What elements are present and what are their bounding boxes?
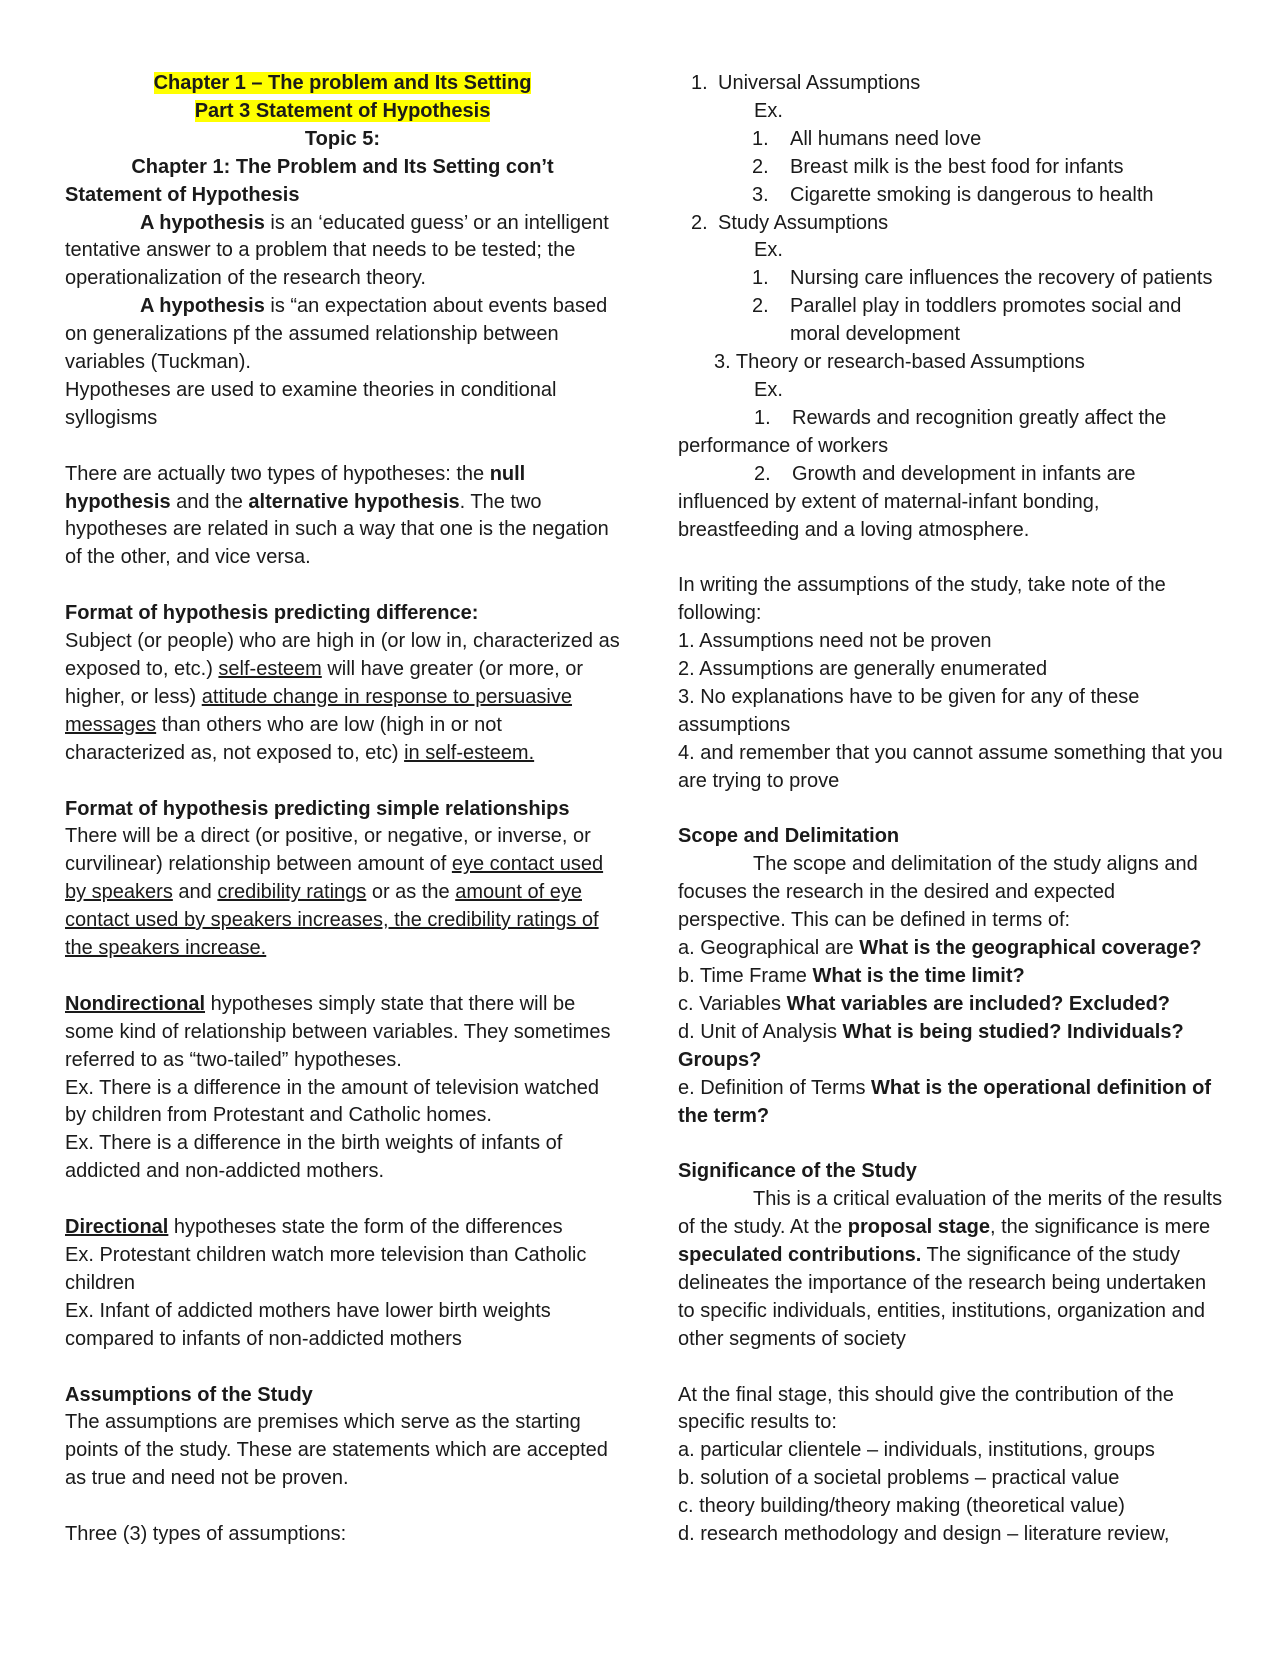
- final-stage-item: c. theory building/theory making (theoretical value): [678, 1495, 1125, 1518]
- list-item: 1. Nursing care influences the recovery of patients: [752, 267, 1213, 290]
- syllogism-paragraph: Hypotheses are used to examine theories in conditional syllogisms: [65, 378, 557, 429]
- right-column: [678, 70, 1223, 1549]
- scope-heading: Scope and Delimitation: [678, 825, 900, 848]
- scope-item: c. Variables What variables are included? Excluded?: [678, 992, 1171, 1015]
- difference-format-heading: Format of hypothesis predicting difference:: [65, 602, 479, 625]
- relationship-format-heading: Format of hypothesis predicting simple relationships: [65, 797, 570, 820]
- scope-item: e. Definition of Terms What is the operational definition of the term?: [678, 1076, 1212, 1127]
- statement-of-hypothesis-heading: Statement of Hypothesis: [65, 183, 300, 206]
- nondirectional-example-1: Ex. There is a difference in the amount of television watched by children from Protestant and Catholic homes.: [65, 1076, 600, 1127]
- hypothesis-definition-2: A hypothesis is “an expectation about events based on generalizations pf the assumed relationship between variables (Tuckman).: [65, 295, 608, 374]
- writing-rule: 4. and remember that you cannot assume something that you are trying to prove: [678, 741, 1223, 792]
- example-label: Ex.: [754, 378, 783, 401]
- nondirectional-paragraph: Nondirectional hypotheses simply state that there will be some kind of relationship between variables. They sometimes referred to as “two-tailed” hypotheses.: [65, 992, 611, 1071]
- final-stage-item: d. research methodology and design – literature review,: [678, 1523, 1170, 1546]
- assumption-types-intro: Three (3) types of assumptions:: [65, 1523, 347, 1546]
- topic-label: Topic 5:: [304, 127, 381, 150]
- theory-assumptions-item: 3. Theory or research-based Assumptions: [714, 351, 1085, 374]
- chapter-title: Chapter 1 – The problem and Its Setting: [153, 72, 532, 94]
- nondirectional-example-2: Ex. There is a difference in the birth weights of infants of addicted and non-addicted mothers.: [65, 1132, 563, 1183]
- list-item: 3. Cigarette smoking is dangerous to health: [752, 183, 1154, 206]
- scope-paragraph: The scope and delimitation of the study aligns and focuses the research in the desired and expected perspective. This can be defined in terms of:: [678, 853, 1198, 932]
- assumptions-heading: Assumptions of the Study: [65, 1383, 313, 1406]
- list-item-continuation: performance of workers: [678, 434, 889, 457]
- left-column: [65, 70, 620, 1549]
- universal-assumptions-item: 1. Universal Assumptions: [691, 72, 921, 94]
- scope-item: b. Time Frame What is the time limit?: [678, 964, 1025, 987]
- significance-paragraph: This is a critical evaluation of the merits of the results of the study. At the proposal stage, the significance is mere speculated contributions. The significance of the study delineates the importance of the research being undertaken to specific individuals, entities, institutions, organization and other segments of society: [678, 1188, 1223, 1350]
- writing-rule: 1. Assumptions need not be proven: [678, 630, 992, 653]
- writing-rule: 3. No explanations have to be given for any of these assumptions: [678, 685, 1140, 736]
- final-stage-item: a. particular clientele – individuals, institutions, groups: [678, 1439, 1155, 1462]
- final-stage-item: b. solution of a societal problems – practical value: [678, 1467, 1120, 1490]
- directional-example-1: Ex. Protestant children watch more television than Catholic children: [65, 1243, 587, 1294]
- significance-heading: Significance of the Study: [678, 1160, 917, 1183]
- example-label: Ex.: [754, 99, 783, 122]
- part-title: Part 3 Statement of Hypothesis: [194, 99, 491, 122]
- hypothesis-types-paragraph: There are actually two types of hypotheses: the null hypothesis and the alternative hypothesis. The two hypotheses are related in such a way that one is the negation of the other, and vice versa.: [65, 462, 609, 569]
- writing-assumptions-intro: In writing the assumptions of the study, take note of the following:: [678, 574, 1166, 625]
- list-item: 2. Parallel play in toddlers promotes social and moral development: [752, 295, 1182, 346]
- chapter-continued-title: Chapter 1: The Problem and Its Setting con’t: [131, 155, 554, 178]
- list-item-continuation: influenced by extent of maternal-infant bonding, breastfeeding and a loving atmosphere.: [678, 490, 1100, 541]
- directional-paragraph: Directional hypotheses state the form of the differences: [65, 1216, 563, 1239]
- relationship-format-paragraph: There will be a direct (or positive, or negative, or inverse, or curvilinear) relationship between amount of eye contact used by speakers and credibility ratings or as the amount of eye contact used by speakers increases, the credibility ratings of the speakers increase.: [65, 825, 604, 960]
- assumptions-paragraph: The assumptions are premises which serve as the starting points of the study. These are statements which are accepted as true and need not be proven.: [65, 1411, 608, 1490]
- scope-item: a. Geographical are What is the geographical coverage?: [678, 937, 1202, 960]
- list-item: 1. All humans need love: [752, 127, 982, 150]
- study-assumptions-item: 2. Study Assumptions: [691, 211, 889, 234]
- list-item: 1. Rewards and recognition greatly affect the: [754, 406, 1167, 429]
- list-item: 2. Breast milk is the best food for infants: [752, 155, 1124, 178]
- example-label: Ex.: [754, 239, 783, 262]
- hypothesis-definition-1: A hypothesis is an ‘educated guess’ or an intelligent tentative answer to a problem that needs to be tested; the operationalization of the research theory.: [65, 211, 609, 290]
- difference-format-paragraph: Subject (or people) who are high in (or low in, characterized as exposed to, etc.) self-esteem will have greater (or more, or higher, or less) attitude change in response to persuasive messages than others who are low (high in or not characterized as, not exposed to, etc) in self-esteem.: [65, 630, 620, 764]
- writing-rule: 2. Assumptions are generally enumerated: [678, 658, 1048, 681]
- final-stage-intro: At the final stage, this should give the contribution of the specific results to:: [678, 1383, 1174, 1434]
- scope-item: d. Unit of Analysis What is being studied? Individuals? Groups?: [678, 1020, 1184, 1071]
- directional-example-2: Ex. Infant of addicted mothers have lower birth weights compared to infants of non-addicted mothers: [65, 1299, 551, 1350]
- list-item: 2. Growth and development in infants are: [754, 462, 1136, 485]
